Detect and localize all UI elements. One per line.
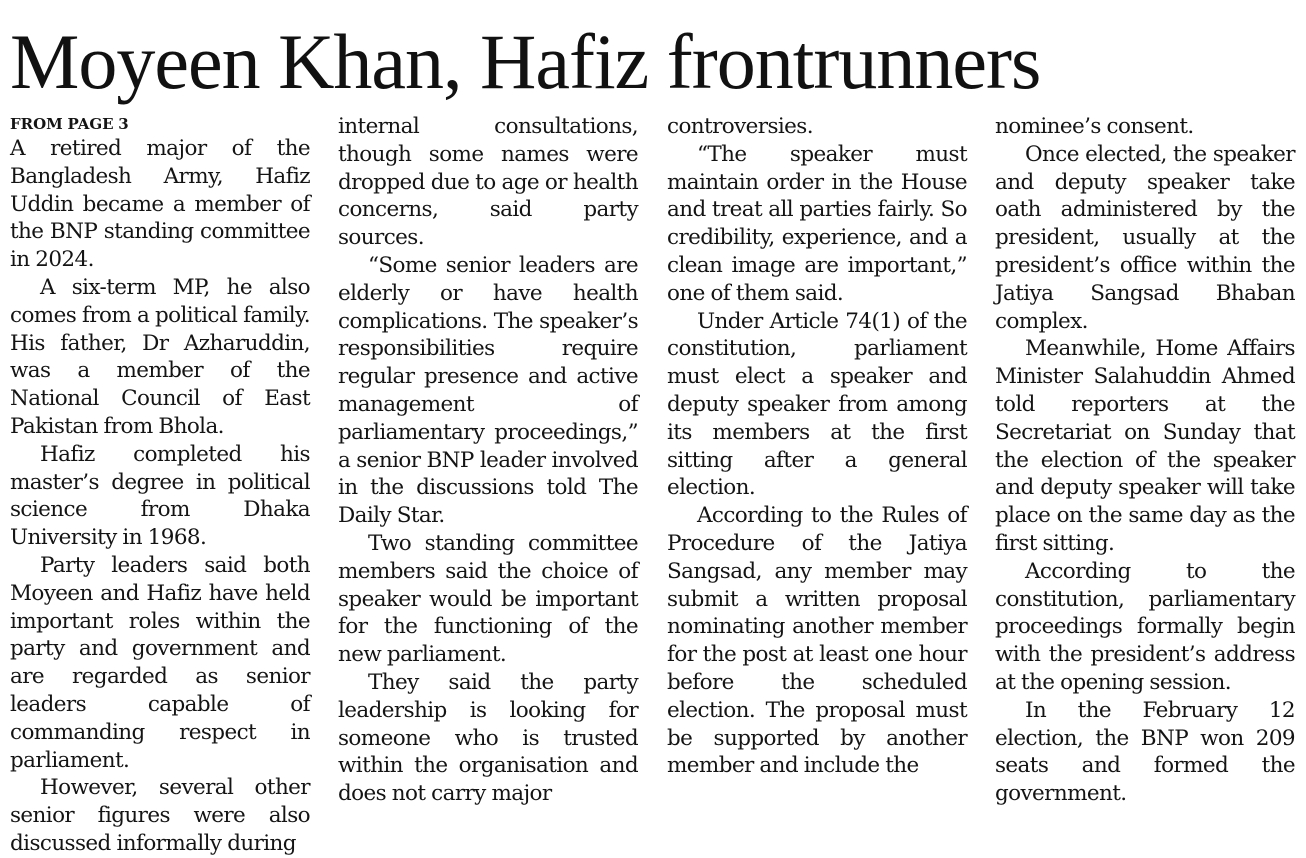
paragraph: nominee’s consent. [995,114,1194,139]
paragraph: Party leaders said both Moyeen and Hafiz have held important roles within the party and government and are regarded as senior leaders capable of commanding respect in parliament. [10,552,310,773]
paragraph: According to the constitution, parliamentary proceedings formally begin with the president’s address at the opening session. [995,558,1295,695]
article-column-1 [10,113,310,858]
paragraph: controversies. [667,114,813,139]
paragraph: Two standing committee members said the choice of speaker would be important for the functioning of the new parliament. [338,530,638,668]
paragraph: Meanwhile, Home Affairs Minister Salahuddin Ahmed told reporters at the Secretariat on Sunday that the election of the speaker and deputy speaker will take place on the same day as the first sitting. [995,336,1295,556]
paragraph: In the February 12 election, the BNP won 209 seats and formed the government. [995,697,1295,807]
paragraph: According to the Rules of Procedure of the Jatiya Sangsad, any member may submit a written proposal nominating another member for the post at least one hour before the scheduled election. The proposal must be supported by another member and include the [667,503,967,779]
paragraph: Under Article 74(1) of the constitution, parliament must elect a speaker and deputy speaker from among its members at the first sitting after a general election. [667,308,967,501]
article-column-4 [995,113,1295,808]
kicker: FROM PAGE 3 [10,115,129,133]
paragraph: Once elected, the speaker and deputy speaker take oath administered by the president, usually at the president’s office within the Jatiya Sangsad Bhaban complex. [995,141,1295,334]
paragraph: A retired major of the Bangladesh Army, Hafiz Uddin became a member of the BNP standing committee in 2024. [10,136,310,273]
article-column-3 [667,113,967,780]
paragraph: However, several other senior figures were also discussed informally during [10,775,310,856]
paragraph: internal consultations, though some names were dropped due to age or health concerns, said party sources. [338,114,638,251]
paragraph: Hafiz completed his master’s degree in political science from Dhaka University in 1968. [10,441,310,551]
paragraph: “Some senior leaders are elderly or have health complications. The speaker’s responsibilities require regular presence and active management of parliamentary proceedings,” a senior BNP leader involved in the discussions told The Daily Star. [338,252,638,529]
paragraph: A six-term MP, he also comes from a political family. His father, Dr Azharuddin, was a member of the National Council of East Pakistan from Bhola. [10,274,310,439]
headline: Moyeen Khan, Hafiz frontrunners [10,18,1041,105]
paragraph: They said the party leadership is looking for someone who is trusted within the organisation and does not carry major [338,669,638,807]
article-column-2 [338,113,638,808]
paragraph: “The speaker must maintain order in the House and treat all parties fairly. So credibility, experience, and a clean image are important,” one of them said. [667,141,967,306]
